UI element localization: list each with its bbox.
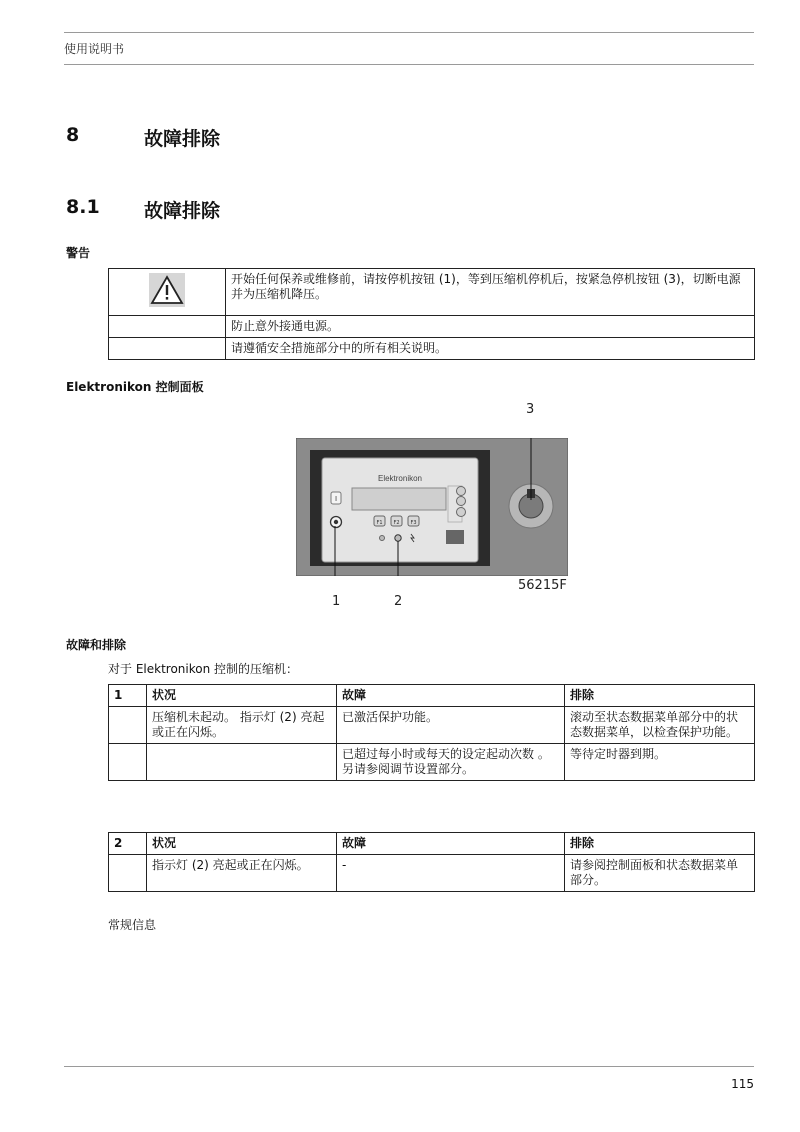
fault-cell: - xyxy=(337,855,565,892)
panel-heading: Elektronikon 控制面板 xyxy=(66,380,204,394)
subsection-heading xyxy=(66,196,366,222)
panel-key-f2: F2 xyxy=(393,520,400,526)
table-row xyxy=(109,707,755,744)
fault-cell xyxy=(337,744,565,781)
warning-row xyxy=(109,316,755,338)
fault-cell-text: 已超过每小时或每天的设定起动次数 。 xyxy=(342,747,550,761)
header-bottom-rule xyxy=(64,64,754,65)
condition-cell: 压缩机未起动。 指示灯 (2) 亮起或正在闪烁。 xyxy=(147,707,337,744)
section-heading xyxy=(66,124,366,150)
panel-key-f3: F3 xyxy=(410,520,417,526)
fault-table-header xyxy=(109,685,755,707)
section-number: 8 xyxy=(66,124,80,146)
warning-empty-cell xyxy=(109,316,226,338)
fault-cell-extra: 另请参阅调节设置部分。 xyxy=(342,762,475,776)
warning-text-3: 请遵循安全措施部分中的所有相关说明。 xyxy=(226,338,755,360)
column-header-fault: 故障 xyxy=(337,833,565,855)
fault-table-number: 2 xyxy=(109,833,147,855)
warning-row xyxy=(109,269,755,316)
warning-text-1: 开始任何保养或维修前，请按停机按钮 (1)，等到压缩机停机后，按紧急停机按钮 (3)，切断电源并为压缩机降压。 xyxy=(226,269,755,316)
column-header-condition: 状况 xyxy=(147,833,337,855)
document-header-title: 使用说明书 xyxy=(64,42,125,56)
column-header-condition: 状况 xyxy=(147,685,337,707)
remedy-cell: 滚动至状态数据菜单部分中的状态数据菜单，以检查保护功能。 xyxy=(565,707,755,744)
fault-cell: 已激活保护功能。 xyxy=(337,707,565,744)
column-header-fault: 故障 xyxy=(337,685,565,707)
faults-intro: 对于 Elektronikon 控制的压缩机： xyxy=(108,662,299,676)
condition-cell xyxy=(147,744,337,781)
warning-empty-cell xyxy=(109,338,226,360)
callout-2: 2 xyxy=(394,594,403,609)
column-header-remedy: 排除 xyxy=(565,685,755,707)
table-row xyxy=(109,744,755,781)
fault-table-1 xyxy=(108,684,755,781)
header-top-rule xyxy=(64,32,754,33)
warning-icon-cell xyxy=(109,269,226,316)
general-info-label: 常规信息 xyxy=(108,918,157,932)
figure-code: 56215F xyxy=(518,578,567,593)
fault-table-number: 1 xyxy=(109,685,147,707)
faults-heading: 故障和排除 xyxy=(66,638,127,652)
warning-triangle-icon xyxy=(149,273,185,307)
warning-heading: 警告 xyxy=(66,246,91,260)
fault-table-header xyxy=(109,833,755,855)
remedy-cell: 等待定时器到期。 xyxy=(565,744,755,781)
panel-key-f1: F1 xyxy=(376,520,383,526)
table-row xyxy=(109,855,755,892)
warning-row xyxy=(109,338,755,360)
condition-cell: 指示灯 (2) 亮起或正在闪烁。 xyxy=(147,855,337,892)
warning-text-2: 防止意外接通电源。 xyxy=(226,316,755,338)
subsection-number: 8.1 xyxy=(66,196,100,218)
control-panel-photo xyxy=(296,438,568,576)
svg-text:I: I xyxy=(334,495,338,503)
section-title: 故障排除 xyxy=(144,128,221,150)
remedy-cell: 请参阅控制面板和状态数据菜单部分。 xyxy=(565,855,755,892)
callout-1: 1 xyxy=(332,594,341,609)
panel-brand-label: Elektronikon xyxy=(377,474,423,483)
footer-rule xyxy=(64,1066,754,1067)
callout-3: 3 xyxy=(526,402,535,417)
subsection-title: 故障排除 xyxy=(144,200,221,222)
page-number: 115 xyxy=(731,1077,754,1091)
fault-table-2 xyxy=(108,832,755,892)
warning-table xyxy=(108,268,755,360)
column-header-remedy: 排除 xyxy=(565,833,755,855)
